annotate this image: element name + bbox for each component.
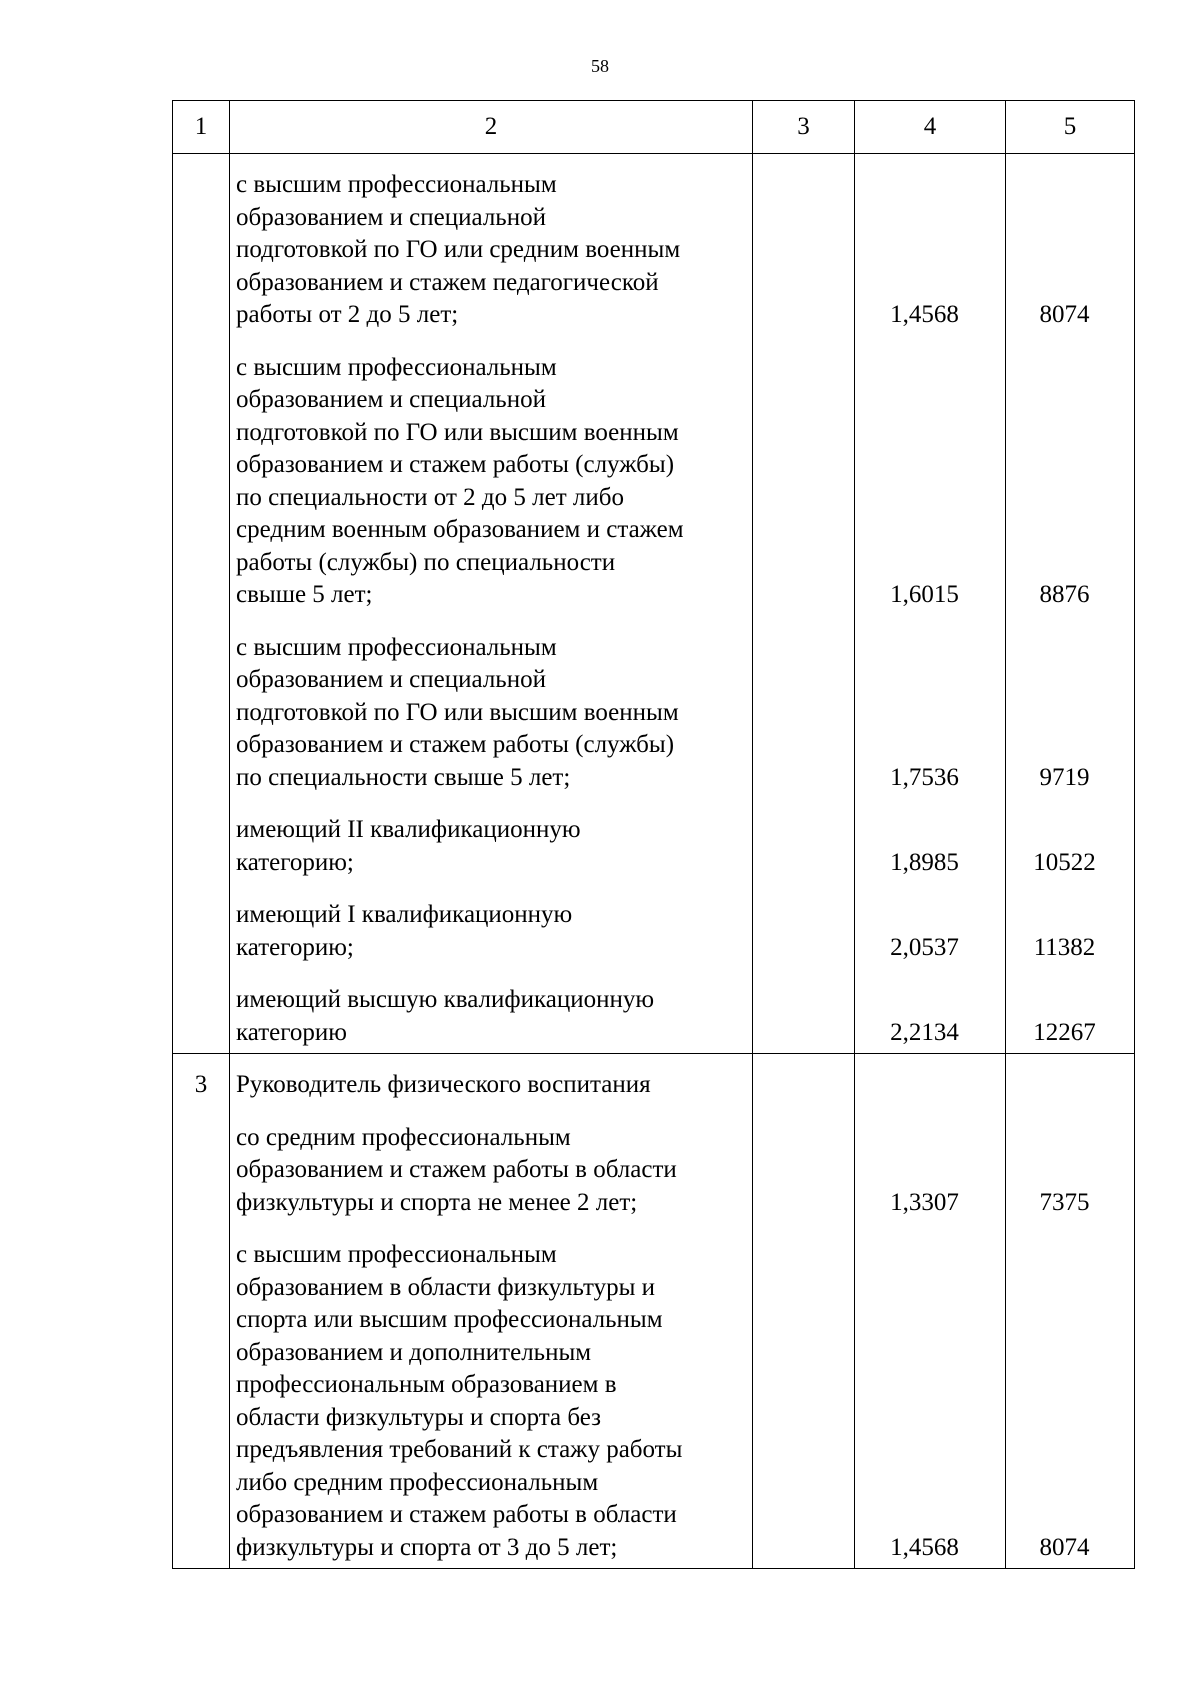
- header-col-3: 3: [753, 101, 855, 154]
- salary-value: 8074: [1039, 1533, 1090, 1561]
- description-line: имеющий I квалификационную: [236, 901, 573, 928]
- coefficient-value: 1,8985: [890, 848, 959, 876]
- description-line: образованием и стажем работы в области: [236, 1501, 677, 1528]
- entry-description: [230, 984, 746, 1049]
- description-line: образованием и стажем педагогической: [236, 268, 659, 296]
- entry-item: [230, 1239, 1134, 1564]
- coefficient-value: 1,6015: [890, 581, 959, 608]
- header-col-2: 2: [230, 101, 753, 154]
- description-line: физкультуры и спорта не менее 2 лет;: [236, 1188, 638, 1216]
- table-row-group-b: [173, 1054, 1135, 1569]
- description-line: с высшим профессиональным: [236, 633, 557, 661]
- description-line: образованием и стажем работы в области: [236, 1156, 677, 1183]
- coefficient-value: 2,2134: [890, 1018, 959, 1046]
- description-line: образованием и специальной: [236, 386, 546, 413]
- description-line: работы от 2 до 5 лет;: [236, 301, 459, 328]
- group-entries-cell: [230, 154, 1135, 1054]
- coefficient-value: 2,0537: [890, 933, 959, 961]
- description-line: подготовкой по ГО или высшим военным: [236, 418, 679, 446]
- entry-description: [230, 632, 746, 795]
- description-line: образованием и дополнительным: [236, 1338, 592, 1366]
- entry-description: [230, 352, 746, 612]
- description-line: образованием и стажем работы (службы): [236, 731, 675, 758]
- entry-description: [230, 1122, 746, 1220]
- description-line: предъявления требований к стажу работы: [236, 1436, 683, 1463]
- entry-item: [230, 632, 1134, 795]
- description-line: средним военным образованием и стажем: [236, 516, 684, 543]
- column-divider: [854, 154, 855, 1569]
- description-line: области физкультуры и спорта без: [236, 1403, 602, 1431]
- group-entries-cell: [230, 1054, 1135, 1569]
- description-line: физкультуры и спорта от 3 до 5 лет;: [236, 1533, 618, 1561]
- description-line: работы (службы) по специальности: [236, 548, 616, 576]
- entry-description: [230, 899, 746, 964]
- salary-value: 8876: [1039, 581, 1090, 608]
- description-line: имеющий II квалификационную: [236, 816, 581, 843]
- header-col-1: 1: [173, 101, 230, 154]
- description-line: либо средним профессиональным: [236, 1468, 599, 1496]
- entry-item: [230, 169, 1134, 332]
- position-title: Руководитель физического воспитания: [236, 1071, 651, 1098]
- row-number: 3: [173, 1054, 230, 1569]
- salary-value: 9719: [1039, 763, 1090, 791]
- header-col-4: 4: [855, 101, 1006, 154]
- description-line: по специальности от 2 до 5 лет либо: [236, 483, 624, 511]
- table-row-group-a: [173, 154, 1135, 1054]
- column-divider: [752, 154, 753, 1569]
- salary-value: 8074: [1039, 301, 1090, 328]
- description-line: категорию: [236, 1018, 347, 1046]
- table-header-row: [173, 101, 1135, 154]
- description-line: по специальности свыше 5 лет;: [236, 763, 571, 791]
- description-line: имеющий высшую квалификационную: [236, 986, 655, 1013]
- entry-item: [230, 814, 1134, 879]
- column-divider: [1005, 154, 1006, 1569]
- description-line: свыше 5 лет;: [236, 581, 373, 608]
- description-line: с высшим профессиональным: [236, 353, 557, 381]
- description-line: профессиональным образованием в: [236, 1371, 617, 1398]
- entry-item: [230, 352, 1134, 612]
- salary-value: 10522: [1033, 848, 1096, 876]
- salary-value: 12267: [1033, 1018, 1096, 1046]
- description-line: образованием в области физкультуры и: [236, 1273, 656, 1301]
- row-number: [173, 154, 230, 1054]
- entry-description: [230, 169, 746, 332]
- description-line: образованием и специальной: [236, 666, 546, 693]
- coefficient-value: 1,3307: [890, 1188, 959, 1216]
- description-line: с высшим профессиональным: [236, 171, 557, 198]
- entry-description: [230, 1239, 746, 1564]
- salary-value: 11382: [1033, 933, 1096, 961]
- coefficient-value: 1,4568: [890, 1533, 959, 1561]
- coefficient-value: 1,4568: [890, 301, 959, 328]
- description-line: с высшим профессиональным: [236, 1241, 557, 1268]
- entry-item: [230, 1122, 1134, 1220]
- salary-value: 7375: [1039, 1188, 1090, 1216]
- entry-item: [230, 899, 1134, 964]
- description-line: категорию;: [236, 848, 354, 876]
- description-line: категорию;: [236, 933, 354, 961]
- page-number: 58: [591, 56, 609, 76]
- entry-item: [230, 984, 1134, 1049]
- description-line: подготовкой по ГО или высшим военным: [236, 698, 679, 726]
- header-col-5: 5: [1006, 101, 1135, 154]
- coefficient-value: 1,7536: [890, 763, 959, 791]
- description-line: образованием и стажем работы (службы): [236, 451, 675, 478]
- entry-description: [230, 814, 746, 879]
- description-line: образованием и специальной: [236, 203, 546, 231]
- rates-table: [172, 100, 1135, 1569]
- description-line: со средним профессиональным: [236, 1123, 571, 1151]
- description-line: спорта или высшим профессиональным: [236, 1306, 663, 1333]
- description-line: подготовкой по ГО или средним военным: [236, 236, 681, 263]
